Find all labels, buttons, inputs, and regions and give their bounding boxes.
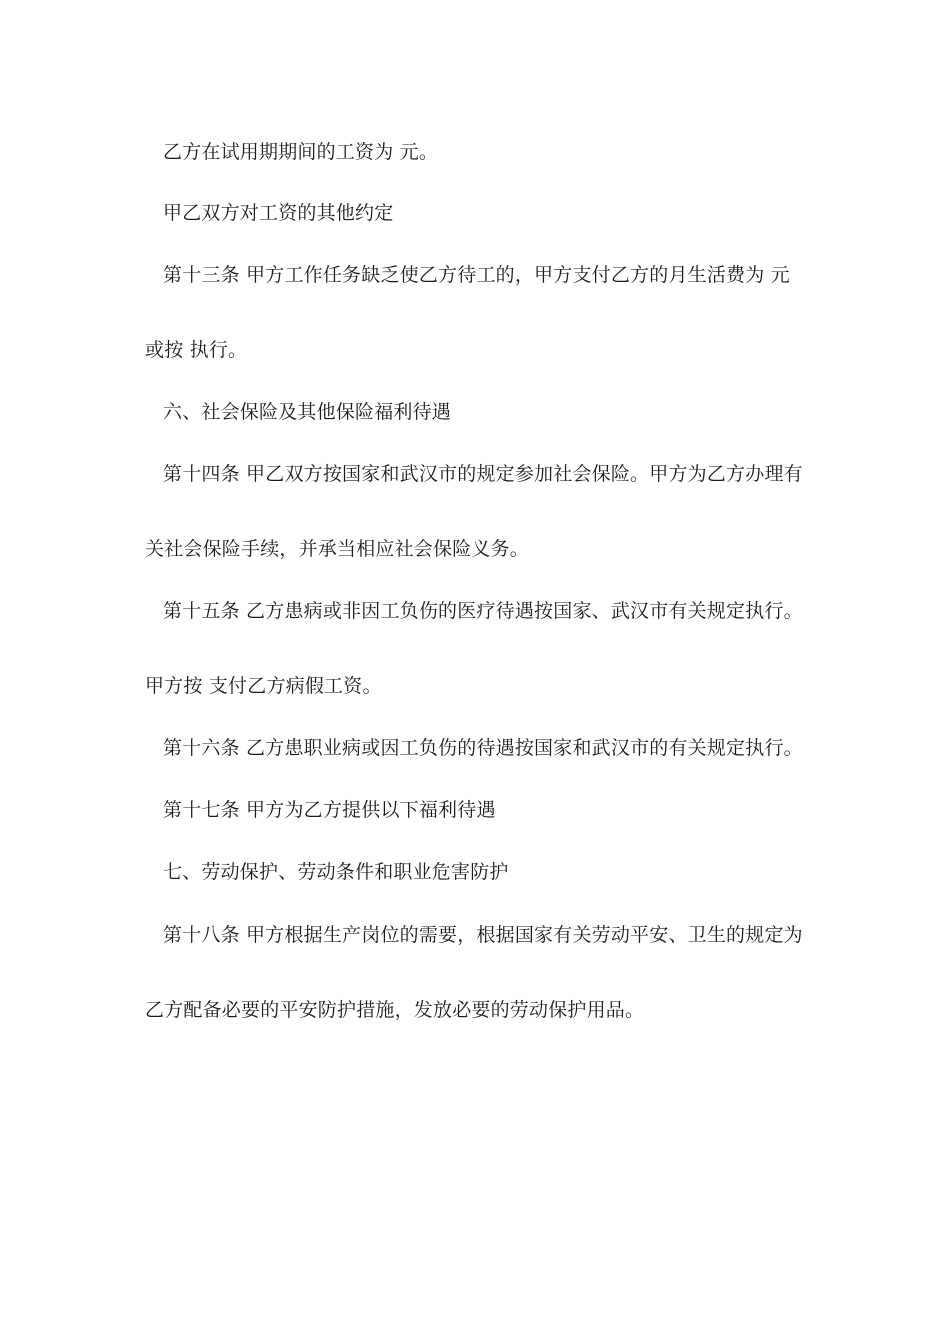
section-7-heading: 七、劳动保护、劳动条件和职业危害防护 <box>163 861 509 883</box>
article-13-line-2: 或按 执行。 <box>145 339 248 361</box>
section-6-heading: 六、社会保险及其他保险福利待遇 <box>163 401 452 423</box>
paragraph-probation-salary: 乙方在试用期期间的工资为 元。 <box>163 141 439 163</box>
article-13-line-1: 第十三条 甲方工作任务缺乏使乙方待工的，甲方支付乙方的月生活费为 元 <box>163 264 790 286</box>
article-15-line-2: 甲方按 支付乙方病假工资。 <box>145 675 382 697</box>
article-14-line-2: 关社会保险手续，并承当相应社会保险义务。 <box>145 538 530 560</box>
article-18-line-1: 第十八条 甲方根据生产岗位的需要，根据国家有关劳动平安、卫生的规定为 <box>163 924 803 946</box>
article-14-line-1: 第十四条 甲乙双方按国家和武汉市的规定参加社会保险。甲方为乙方办理有 <box>163 463 803 485</box>
article-16: 第十六条 乙方患职业病或因工负伤的待遇按国家和武汉市的有关规定执行。 <box>163 737 803 759</box>
article-18-line-2: 乙方配备必要的平安防护措施，发放必要的劳动保护用品。 <box>145 999 645 1021</box>
paragraph-other-salary-terms: 甲乙双方对工资的其他约定 <box>163 202 394 224</box>
article-15-line-1: 第十五条 乙方患病或非因工负伤的医疗待遇按国家、武汉市有关规定执行。 <box>163 600 803 622</box>
article-17: 第十七条 甲方为乙方提供以下福利待遇 <box>163 799 496 821</box>
